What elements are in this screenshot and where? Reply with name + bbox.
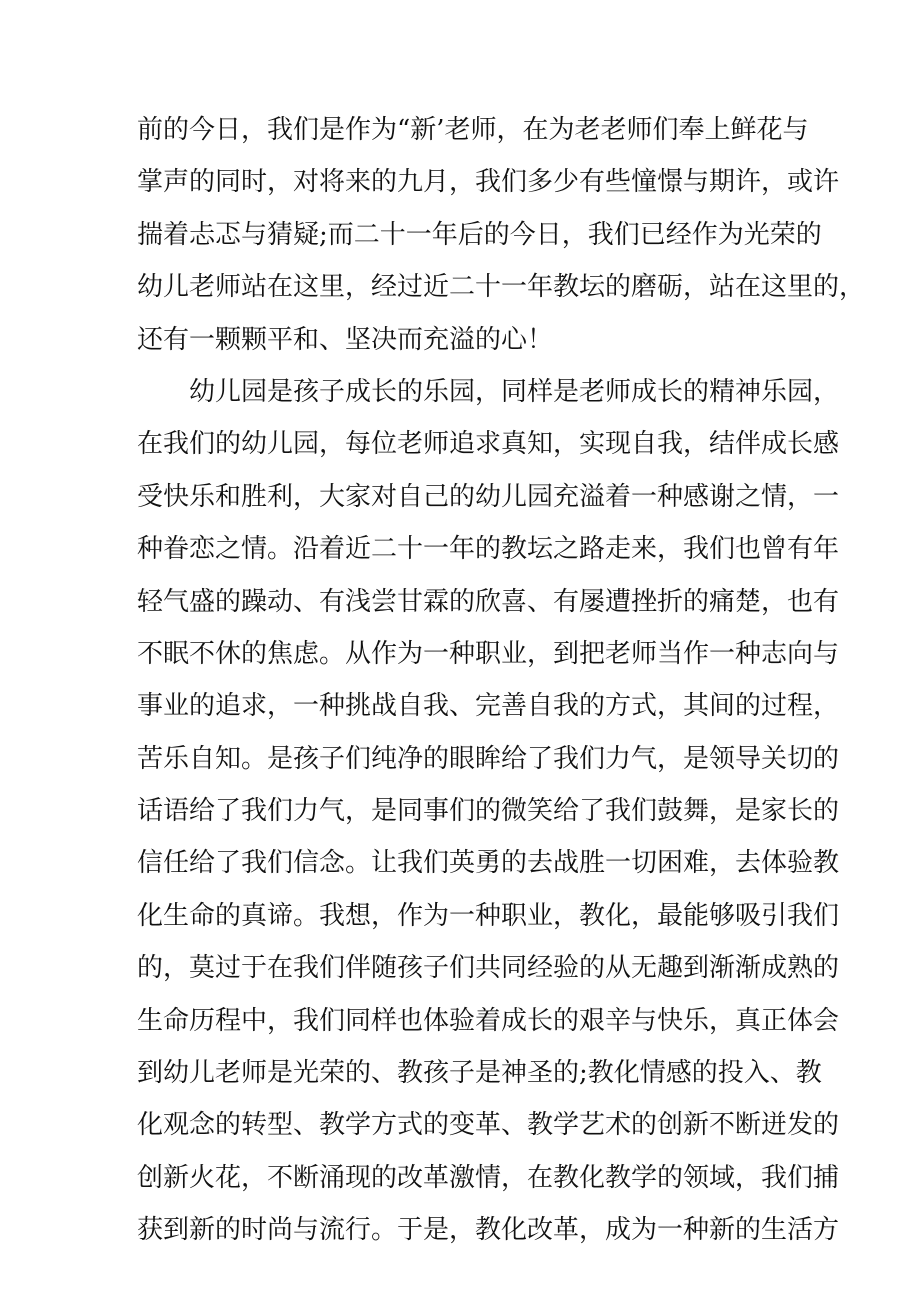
paragraph-line: 幼儿老师站在这里，经过近二十一年教坛的磨砺，站在这里的，	[137, 272, 866, 303]
paragraph-line: 受快乐和胜利，大家对自己的幼儿园充溢着一种感谢之情，一	[137, 481, 840, 512]
paragraph-line: 种眷恋之情。沿着近二十一年的教坛之路走来，我们也曾有年	[137, 534, 840, 565]
paragraph-line: 获到新的时尚与流行。于是，教化改革，成为一种新的生活方	[137, 1215, 840, 1246]
paragraph-line: 事业的追求，一种挑战自我、完善自我的方式，其间的过程，	[137, 691, 840, 722]
paragraph-1	[137, 104, 866, 366]
paragraph-line: 掌声的同时，对将来的九月，我们多少有些憧憬与期许，或许	[137, 167, 840, 198]
paragraph-line: 还有一颗颗平和、坚决而充溢的心！	[137, 324, 554, 355]
paragraph-line: 不眠不休的焦虑。从作为一种职业，到把老师当作一种志向与	[137, 638, 840, 669]
paragraph-line: 话语给了我们力气，是同事们的微笑给了我们鼓舞，是家长的	[137, 796, 840, 827]
paragraph-line: 化观念的转型、教学方式的变革、教学艺术的创新不断迸发的	[137, 1110, 840, 1141]
paragraph-line: 幼儿园是孩子成长的乐园，同样是老师成长的精神乐园，	[189, 376, 840, 407]
paragraph-line: 苦乐自知。是孩子们纯净的眼眸给了我们力气，是领导关切的	[137, 743, 840, 774]
paragraph-line: 化生命的真谛。我想，作为一种职业，教化，最能够吸引我们	[137, 900, 840, 931]
paragraph-line: 前的今日，我们是作为“新’老师，在为老老师们奉上鲜花与	[137, 115, 809, 145]
paragraph-line: 生命历程中，我们同样也体验着成长的艰辛与快乐，真正体会	[137, 1005, 840, 1036]
paragraph-line: 创新火花，不断涌现的改革激情，在教化教学的领域，我们捕	[137, 1162, 840, 1193]
paragraph-2	[137, 366, 840, 1257]
paragraph-line: 信任给了我们信念。让我们英勇的去战胜一切困难，去体验教	[137, 848, 840, 879]
paragraph-line: 轻气盛的躁动、有浅尝甘霖的欣喜、有屡遭挫折的痛楚，也有	[137, 586, 840, 617]
paragraph-line: 到幼儿老师是光荣的、教孩子是神圣的;教化情感的投入、教	[137, 1058, 822, 1089]
body-text	[137, 104, 866, 1257]
paragraph-line: 在我们的幼儿园，每位老师追求真知，实现自我，结伴成长感	[137, 429, 840, 460]
paragraph-line: 揣着忐忑与猜疑;而二十一年后的今日，我们已经作为光荣的	[137, 219, 822, 250]
paragraph-line: 的，莫过于在我们伴随孩子们共同经验的从无趣到渐渐成熟的	[137, 953, 840, 984]
